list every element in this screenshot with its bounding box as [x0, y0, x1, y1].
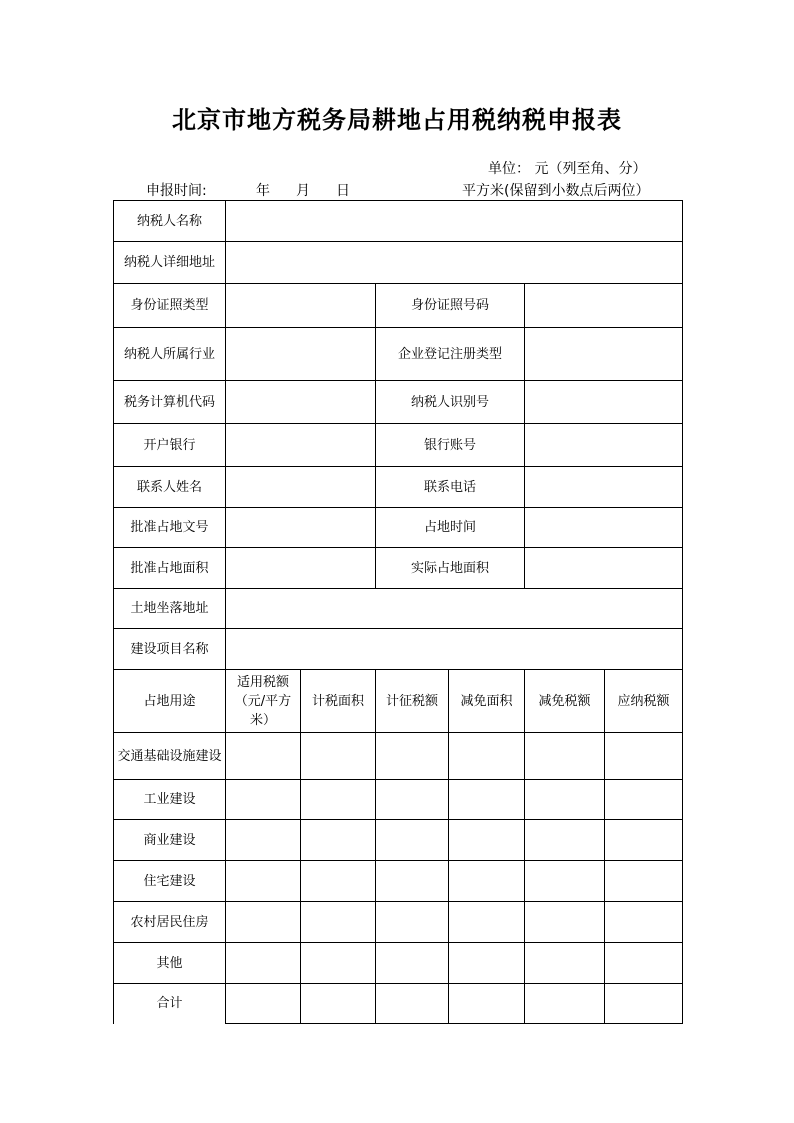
header-assessed-tax: 计征税额	[376, 670, 449, 733]
registration-type-field[interactable]	[525, 328, 683, 381]
table-row	[114, 820, 683, 861]
table-cell[interactable]	[605, 943, 683, 984]
industry-label: 纳税人所属行业	[114, 328, 226, 381]
table-cell[interactable]	[449, 984, 525, 1024]
table-cell[interactable]	[449, 820, 525, 861]
table-cell[interactable]	[449, 780, 525, 820]
table-cell[interactable]	[449, 733, 525, 780]
table-row	[114, 780, 683, 820]
unit-area-note: 平方米(保留到小数点后两位）	[462, 183, 650, 199]
table-cell[interactable]	[376, 820, 449, 861]
row-label: 交通基础设施建设	[114, 733, 226, 780]
bank-account-label: 银行账号	[376, 424, 525, 467]
contact-phone-field[interactable]	[525, 467, 683, 508]
header-land-use: 占地用途	[114, 670, 226, 733]
table-row	[114, 861, 683, 902]
date-day-label: 日	[336, 183, 350, 199]
table-row	[114, 943, 683, 984]
info-row	[114, 328, 683, 381]
info-row	[114, 629, 683, 670]
table-cell[interactable]	[226, 733, 301, 780]
id-number-label: 身份证照号码	[376, 284, 525, 328]
row-label: 工业建设	[114, 780, 226, 820]
table-cell[interactable]	[605, 984, 683, 1024]
table-cell[interactable]	[226, 820, 301, 861]
table-cell[interactable]	[525, 902, 605, 943]
table-cell[interactable]	[376, 984, 449, 1024]
contact-name-label: 联系人姓名	[114, 467, 226, 508]
table-cell[interactable]	[376, 902, 449, 943]
registration-type-label: 企业登记注册类型	[376, 328, 525, 381]
header-taxable-area: 计税面积	[301, 670, 376, 733]
table-cell[interactable]	[525, 820, 605, 861]
table-cell[interactable]	[525, 984, 605, 1024]
info-row	[114, 381, 683, 424]
id-type-field[interactable]	[226, 284, 376, 328]
tax-computer-code-label: 税务计算机代码	[114, 381, 226, 424]
approved-area-field[interactable]	[226, 548, 376, 589]
table-cell[interactable]	[525, 861, 605, 902]
occupation-time-label: 占地时间	[376, 508, 525, 548]
info-row	[114, 548, 683, 589]
info-row	[114, 424, 683, 467]
project-name-field[interactable]	[226, 629, 683, 670]
header-exempt-area: 减免面积	[449, 670, 525, 733]
table-cell[interactable]	[376, 861, 449, 902]
approved-area-label: 批准占地面积	[114, 548, 226, 589]
info-row	[114, 508, 683, 548]
form-title: 北京市地方税务局耕地占用税纳税申报表	[172, 105, 622, 134]
table-cell[interactable]	[449, 902, 525, 943]
id-type-label: 身份证照类型	[114, 284, 226, 328]
approval-number-label: 批准占地文号	[114, 508, 226, 548]
table-cell[interactable]	[376, 733, 449, 780]
table-cell[interactable]	[226, 861, 301, 902]
table-cell[interactable]	[376, 943, 449, 984]
taxpayer-id-label: 纳税人识别号	[376, 381, 525, 424]
table-cell[interactable]	[605, 820, 683, 861]
table-cell[interactable]	[301, 902, 376, 943]
bank-field[interactable]	[226, 424, 376, 467]
industry-field[interactable]	[226, 328, 376, 381]
table-cell[interactable]	[605, 902, 683, 943]
table-cell[interactable]	[376, 780, 449, 820]
table-cell[interactable]	[605, 861, 683, 902]
contact-phone-label: 联系电话	[376, 467, 525, 508]
contact-name-field[interactable]	[226, 467, 376, 508]
info-row	[114, 284, 683, 328]
row-label: 住宅建设	[114, 861, 226, 902]
table-cell[interactable]	[605, 780, 683, 820]
row-label: 商业建设	[114, 820, 226, 861]
table-cell[interactable]	[605, 733, 683, 780]
approval-number-field[interactable]	[226, 508, 376, 548]
land-location-label: 土地坐落地址	[114, 589, 226, 629]
table-cell[interactable]	[301, 861, 376, 902]
taxpayer-name-field[interactable]	[226, 201, 683, 242]
date-year-label: 年	[256, 183, 270, 199]
table-cell[interactable]	[301, 820, 376, 861]
table-cell[interactable]	[525, 943, 605, 984]
header-tax-payable: 应纳税额	[605, 670, 683, 733]
table-cell[interactable]	[226, 902, 301, 943]
table-cell[interactable]	[226, 984, 301, 1024]
land-location-field[interactable]	[226, 589, 683, 629]
table-cell[interactable]	[301, 733, 376, 780]
taxpayer-name-label: 纳税人名称	[114, 201, 226, 242]
occupation-time-field[interactable]	[525, 508, 683, 548]
table-row-total	[114, 984, 683, 1024]
actual-area-field[interactable]	[525, 548, 683, 589]
info-row	[114, 589, 683, 629]
unit-currency-note: 单位： 元（列至角、分）	[488, 161, 647, 177]
tax-declaration-form	[113, 200, 683, 1024]
table-cell[interactable]	[301, 984, 376, 1024]
table-cell[interactable]	[525, 733, 605, 780]
taxpayer-id-field[interactable]	[525, 381, 683, 424]
bank-account-field[interactable]	[525, 424, 683, 467]
taxpayer-address-label: 纳税人详细地址	[114, 242, 226, 284]
table-cell[interactable]	[449, 861, 525, 902]
info-row	[114, 467, 683, 508]
header-exempt-tax: 减免税额	[525, 670, 605, 733]
bank-label: 开户银行	[114, 424, 226, 467]
table-row	[114, 902, 683, 943]
row-label: 其他	[114, 943, 226, 984]
date-month-label: 月	[296, 183, 310, 199]
tax-table-header-row	[114, 670, 683, 733]
project-name-label: 建设项目名称	[114, 629, 226, 670]
row-label: 合计	[114, 984, 226, 1024]
header-applicable-rate: 适用税额（元/平方米）	[226, 670, 301, 733]
info-row	[114, 201, 683, 242]
tax-computer-code-field[interactable]	[226, 381, 376, 424]
info-row	[114, 242, 683, 284]
table-cell[interactable]	[301, 943, 376, 984]
table-cell[interactable]	[226, 943, 301, 984]
row-label: 农村居民住房	[114, 902, 226, 943]
table-row	[114, 733, 683, 780]
id-number-field[interactable]	[525, 284, 683, 328]
table-cell[interactable]	[449, 943, 525, 984]
table-cell[interactable]	[525, 780, 605, 820]
table-cell[interactable]	[226, 780, 301, 820]
actual-area-label: 实际占地面积	[376, 548, 525, 589]
declaration-date-label: 申报时间:	[146, 183, 207, 199]
table-cell[interactable]	[301, 780, 376, 820]
taxpayer-address-field[interactable]	[226, 242, 683, 284]
